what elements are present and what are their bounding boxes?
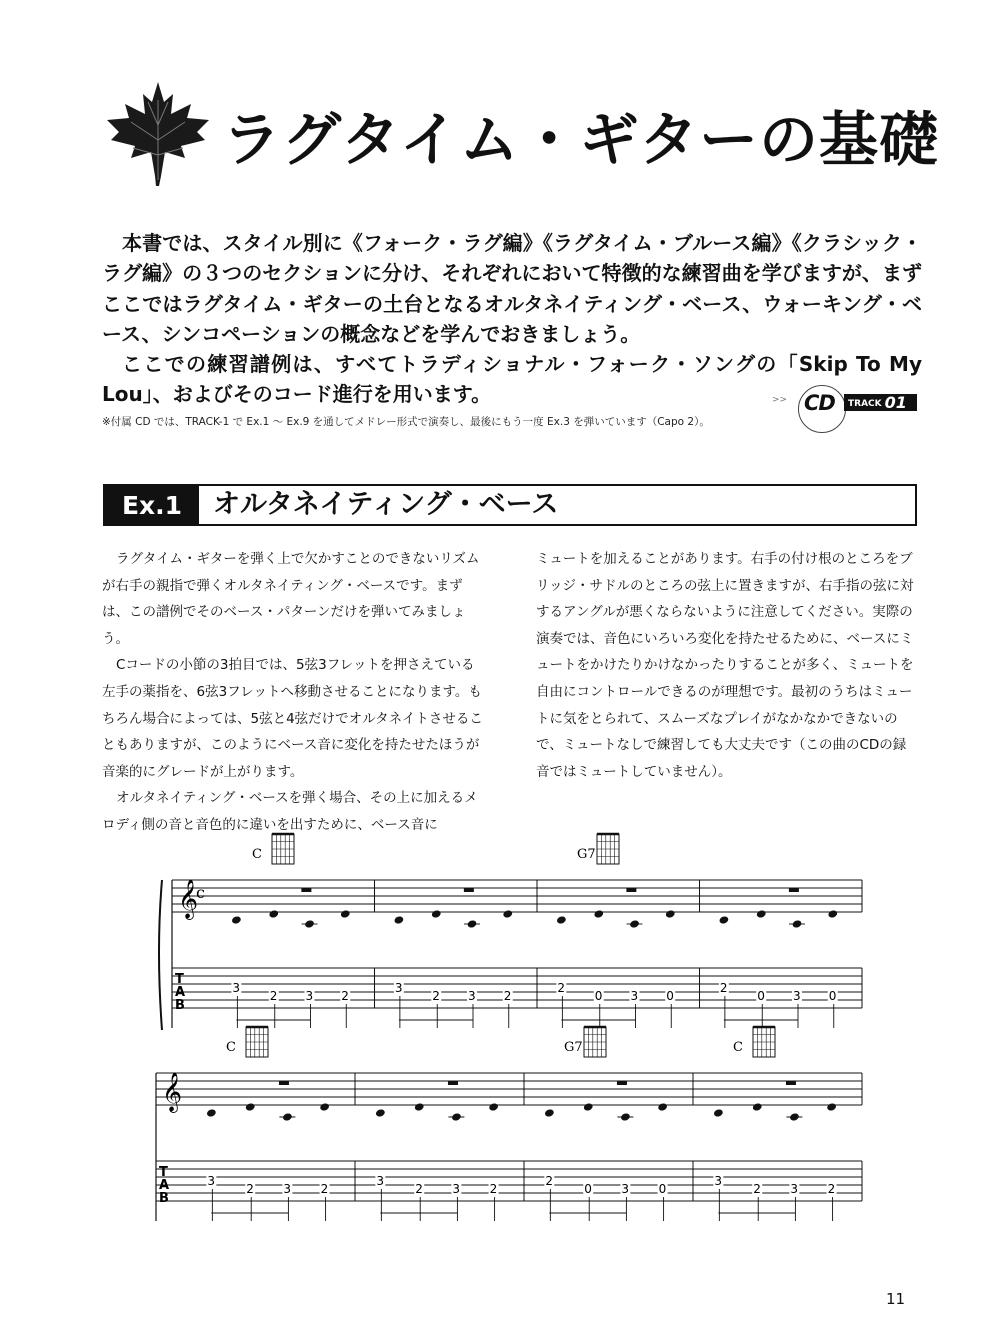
note-head <box>268 909 279 918</box>
whole-rest <box>617 1081 627 1085</box>
tab-letter: A <box>175 985 186 1000</box>
tab-number: 0 <box>828 989 837 1003</box>
tab-number: 2 <box>753 1182 761 1196</box>
page-title: ラグタイム・ギターの基礎 <box>222 105 940 174</box>
note-head <box>752 1102 763 1111</box>
track-label <box>844 394 917 411</box>
body-column-left <box>102 546 484 839</box>
tab-number: 2 <box>545 1174 553 1188</box>
page-number: 11 <box>886 1290 906 1308</box>
system-brace <box>159 880 162 1030</box>
tab-number: 2 <box>489 1182 498 1196</box>
cd-note: ※付属 CD では、TRACK-1 で Ex.1 ～ Ex.9 を通してメドレー形式で演奏し、最後にもう一度 Ex.3 を弾いています（Capo 2）。 <box>102 416 710 428</box>
tab-number: 3 <box>630 989 639 1003</box>
tab-number: 2 <box>320 1182 329 1196</box>
tab-number: 3 <box>714 1174 722 1188</box>
cd-track-badge <box>772 385 920 433</box>
note-head <box>827 909 838 918</box>
tab-number: 3 <box>394 981 403 995</box>
tab-number: 0 <box>658 1182 667 1196</box>
tab-number: 3 <box>376 1174 384 1188</box>
example-badge: Ex.1 <box>105 486 199 524</box>
note-head <box>245 1102 256 1111</box>
tab-letter: T <box>175 972 184 987</box>
tab-number: 2 <box>415 1182 423 1196</box>
tab-number: 2 <box>503 989 512 1003</box>
note-head <box>393 915 404 924</box>
note-head <box>657 1102 668 1111</box>
whole-rest <box>301 888 311 892</box>
note-head <box>375 1108 386 1117</box>
note-head <box>414 1102 425 1111</box>
tab-number: 3 <box>790 1182 799 1196</box>
tab-number: 0 <box>666 989 674 1003</box>
maple-leaf-icon <box>103 80 213 188</box>
tab-number: 3 <box>793 989 801 1003</box>
chord-symbol: G7 <box>564 1040 583 1055</box>
intro-paragraph: 本書では、スタイル別に《フォーク・ラグ編》《ラグタイム・ブルース編》《クラシック・ラグ編》の３つのセクションに分け、それぞれにおいて特徴的な練習曲を学びますが、まずここではラグタイム・ギターの土台となるオルタネイティング・ベース、ウォーキング・ベース、シンコペーションの概念などを学んでおきましょう。 <box>102 231 922 346</box>
note-head <box>502 909 513 918</box>
chord-symbol: C <box>252 847 262 862</box>
music-score <box>150 828 870 1248</box>
note-head <box>718 915 729 924</box>
whole-rest <box>786 1081 796 1085</box>
note-head <box>206 1108 217 1117</box>
track-number: 01 <box>884 393 907 412</box>
tab-number: 2 <box>269 989 278 1003</box>
body-paragraph: ラグタイム・ギターを弾く上で欠かすことのできないリズムが右手の親指で弾くオルタネイティング・ベースです。まずは、この譜例でそのベース・パターンだけを弾いてみましょう。 <box>102 551 480 647</box>
intro-paragraph: ここでの練習譜例は、すべてトラディショナル・フォーク・ソングの「Skip To My Lou」、およびそのコード進行を用います。 <box>102 352 922 407</box>
body-paragraph: オルタネイティング・ベースを弾く場合、その上に加えるメロディ側の音と音色的に違いを出すために、ベース音に <box>102 790 478 833</box>
note-head <box>583 1102 594 1111</box>
tab-number: 3 <box>621 1182 630 1196</box>
body-paragraph: ミュートを加えることがあります。右手の付け根のところをブリッジ・サドルのところの弦上に置きますが、右手指の弦に対するアングルが悪くならないように注意してください。実際の演奏では、音色にいろいろ変化を持たせるために、ベースにミュートをかけたりかけなかったりすることが多く、ミュートを自由にコントロールできるのが理想です。最初のうちはミュートに気をとられて、スムーズなプレイがなかなかできないので、ミュートなしで練習しても大丈夫です（この曲のCDの録音ではミュートしていません）。 <box>536 551 914 780</box>
tab-number: 3 <box>452 1182 461 1196</box>
track-label-text: TRACK <box>848 399 882 409</box>
note-head <box>319 1102 330 1111</box>
tab-letter: B <box>159 1191 169 1206</box>
note-head <box>544 1108 555 1117</box>
cd-label: CD <box>804 391 835 415</box>
tab-number: 3 <box>468 989 476 1003</box>
tab-number: 2 <box>432 989 440 1003</box>
body-paragraph: Cコードの小節の3拍目では、5弦3フレットを押さえている左手の薬指を、6弦3フレットへ移動させることになります。もちろん場合によっては、5弦と4弦だけでオルタネイトさせることもありますが、このようにベース音に変化を持たせたほうが音楽的にグレードが上がります。 <box>102 657 483 780</box>
chord-symbol: C <box>226 1040 236 1055</box>
note-head <box>756 909 767 918</box>
note-head <box>556 915 567 924</box>
note-head <box>488 1102 499 1111</box>
treble-clef: 𝄞 <box>178 879 199 919</box>
chord-symbol: G7 <box>577 847 596 862</box>
intro-text <box>102 228 922 410</box>
whole-rest <box>279 1081 289 1085</box>
chord-symbol: C <box>733 1040 743 1055</box>
note-head <box>231 915 242 924</box>
note-head <box>713 1108 724 1117</box>
note-head <box>826 1102 837 1111</box>
note-head <box>665 909 676 918</box>
section-title: オルタネイティング・ベース <box>213 489 559 520</box>
note-head <box>340 909 351 918</box>
tab-number: 0 <box>584 1182 592 1196</box>
whole-rest <box>464 888 474 892</box>
tab-number: 2 <box>341 989 349 1003</box>
tab-number: 0 <box>757 989 765 1003</box>
whole-rest <box>789 888 799 892</box>
tab-number: 3 <box>305 989 314 1003</box>
cd-arrows: >> <box>772 395 788 405</box>
section-header <box>103 484 917 526</box>
tab-number: 2 <box>557 981 566 995</box>
time-signature: c <box>196 883 205 902</box>
tab-number: 3 <box>283 1182 292 1196</box>
body-column-right <box>536 546 918 785</box>
tab-number: 3 <box>207 1174 215 1188</box>
tab-number: 2 <box>246 1182 254 1196</box>
whole-rest <box>448 1081 458 1085</box>
whole-rest <box>626 888 636 892</box>
tab-letter: T <box>159 1165 168 1180</box>
tab-letter: B <box>175 998 185 1013</box>
tab-number: 0 <box>594 989 603 1003</box>
tab-number: 2 <box>827 1182 836 1196</box>
tab-number: 3 <box>232 981 241 995</box>
note-head <box>593 909 604 918</box>
tab-letter: A <box>159 1178 170 1193</box>
tab-number: 2 <box>719 981 728 995</box>
treble-clef: 𝄞 <box>162 1072 183 1112</box>
note-head <box>431 909 442 918</box>
